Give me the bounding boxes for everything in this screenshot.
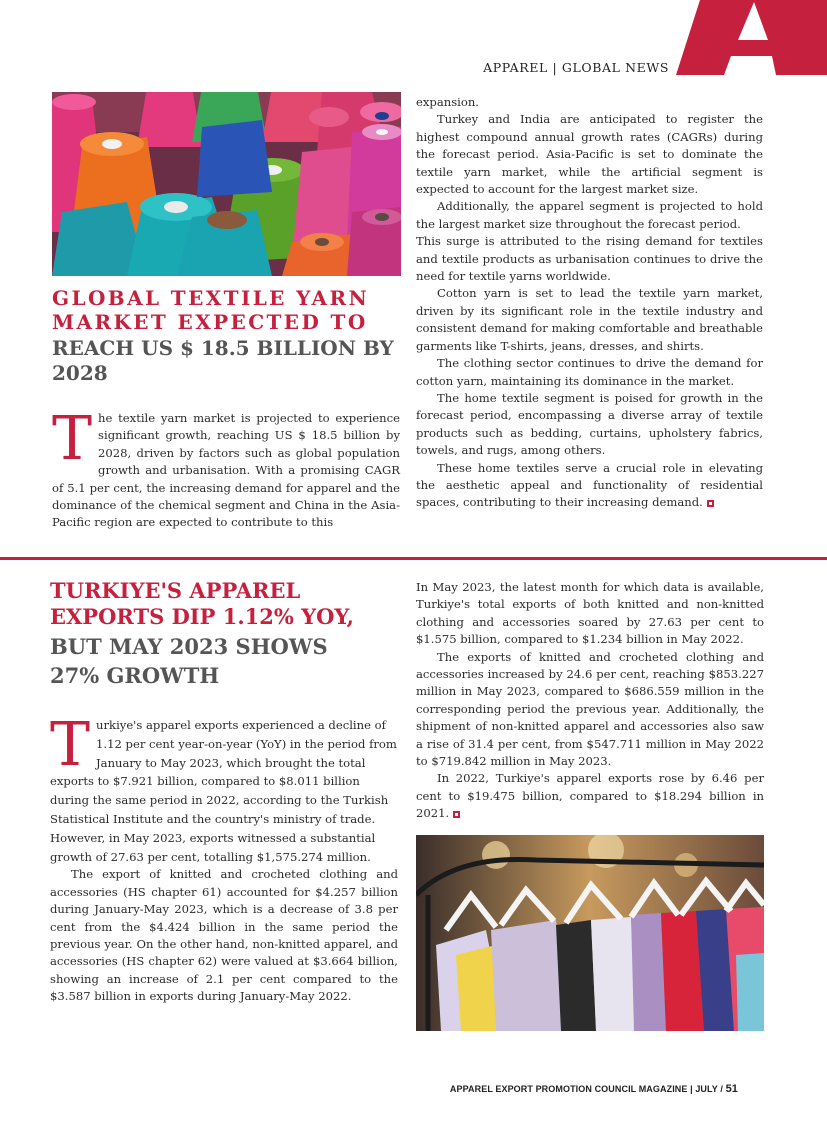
paragraph: Turkey and India are anticipated to register the highest compound annual growth rates (CAGRs) during the forecast period. Asia-Pacific is set to dominate the textile yarn market, while the artificial segment is expected to account for the largest market size. [416, 112, 763, 197]
article2-column-2 [416, 579, 764, 823]
magazine-name: APPAREL EXPORT PROMOTION COUNCIL MAGAZINE | JULY / [449, 1084, 723, 1094]
end-mark-icon [453, 811, 460, 818]
article1-headline-primary [52, 286, 402, 334]
headline-line: 27% GROWTH [50, 662, 220, 688]
article2-headline-primary [50, 578, 410, 631]
headline-line: REACH US $ 18.5 BILLION BY [52, 336, 394, 360]
paragraph: Cotton yarn is set to lead the textile yarn market, driven by its significant role in the textile industry and consistent demand for making comfortable and breathable garments like T-shirts, jeans, dresses, and shirts. [416, 286, 763, 353]
paragraph: Additionally, the apparel segment is projected to hold the largest market size throughout the forecast period. [416, 199, 763, 231]
paragraph-last [416, 460, 763, 512]
paragraph: In May 2023, the latest month for which data is available, Turkiye's total exports of both knitted and non-knitted clothing and accessories soared by 27.63 per cent to $1.575 billion, compared to $1.234 billion in May 2022. [416, 580, 764, 647]
paragraph: The clothing sector continues to drive the demand for cotton yarn, maintaining its dominance in the market. [416, 356, 763, 388]
paragraph: The export of knitted and crocheted clothing and accessories (HS chapter 61) accounted for $4.257 billion during January-May 2023, which is a decrease of 3.8 per cent from the $4.424 billion in the same period the previous year. On the other hand, non-knitted apparel, and accessories (HS chapter 62) were valued at $3.664 billion, showing an increase of 2.1 per cent compared to the $3.587 billion in exports during January-May 2022. [50, 867, 398, 1004]
headline-line: EXPORTS DIP 1.12% YOY, [50, 604, 354, 630]
paragraph: This surge is attributed to the rising demand for textiles and textile products as urbanisation continues to drive the need for textile yarns worldwide. [416, 234, 763, 284]
paragraph-text: In 2022, Turkiye's apparel exports rose by 6.46 per cent to $19.475 billion, compared to $18.294 billion in 2021. [416, 771, 764, 821]
drop-cap: T [52, 404, 93, 474]
paragraph: he textile yarn market is projected to experience significant growth, reaching US $ 18.5 billion by 2028, driven by factors such as global population growth and urbanisation. With a promising CAGR of 5.1 per cent, the increasing demand for apparel and the dominance of the chemical segment and China in the Asia-Pacific region are expected to contribute to this [52, 411, 400, 530]
page-footer [450, 1083, 738, 1095]
article1-column-2 [416, 94, 763, 512]
section-label: APPAREL | GLOBAL NEWS [483, 60, 669, 75]
headline-line: GLOBAL TEXTILE YARN [52, 286, 370, 310]
paragraph: The exports of knitted and crocheted clothing and accessories increased by 24.6 per cent, reaching $853.227 million in May 2023, compared to $686.559 million in the corresponding period the previous year. Additionally, the shipment of non-knitted apparel and accessories also saw a rise of 31.4 per cent, from $547.711 million in May 2022 to $719.842 million in May 2023. [416, 649, 764, 769]
clothing-rack-photo [416, 835, 764, 1031]
drop-cap: T [50, 710, 91, 780]
end-mark-icon [707, 500, 714, 507]
paragraph-last [416, 770, 764, 822]
paragraph: expansion. [416, 95, 479, 109]
article1-headline-secondary [52, 336, 402, 386]
article1-column-1 [52, 404, 400, 532]
apparel-a-logo-icon [676, 0, 827, 75]
paragraph: urkiye's apparel exports experienced a decline of 1.12 per cent year-on-year (YoY) in the period from January to May 2023, which brought the total exports to $7.921 billion, compared to $8.011 billion during the same period in 2022, according to the Turkish Statistical Institute and the country's ministry of trade. However, in May 2023, exports witnessed a substantial growth of 27.63 per cent, totalling $1,575.274 million. [50, 718, 397, 864]
article2-headline-secondary [50, 633, 410, 691]
yarn-cones-photo [52, 92, 401, 276]
article2-column-1 [50, 710, 398, 1006]
paragraph-text: These home textiles serve a crucial role in elevating the aesthetic appeal and functionality of residential spaces, contributing to their increasing demand. [416, 460, 763, 510]
page-number: 51 [725, 1083, 738, 1095]
headline-line: MARKET EXPECTED TO [52, 310, 368, 334]
headline-line: TURKIYE'S APPAREL [50, 578, 301, 603]
headline-line: BUT MAY 2023 SHOWS [50, 634, 328, 659]
headline-line: 2028 [52, 361, 108, 385]
section-divider [0, 557, 827, 560]
paragraph: The home textile segment is poised for growth in the forecast period, encompassing a diverse array of textile products such as bedding, curtains, upholstery fabrics, towels, and rugs, among others. [416, 390, 763, 458]
